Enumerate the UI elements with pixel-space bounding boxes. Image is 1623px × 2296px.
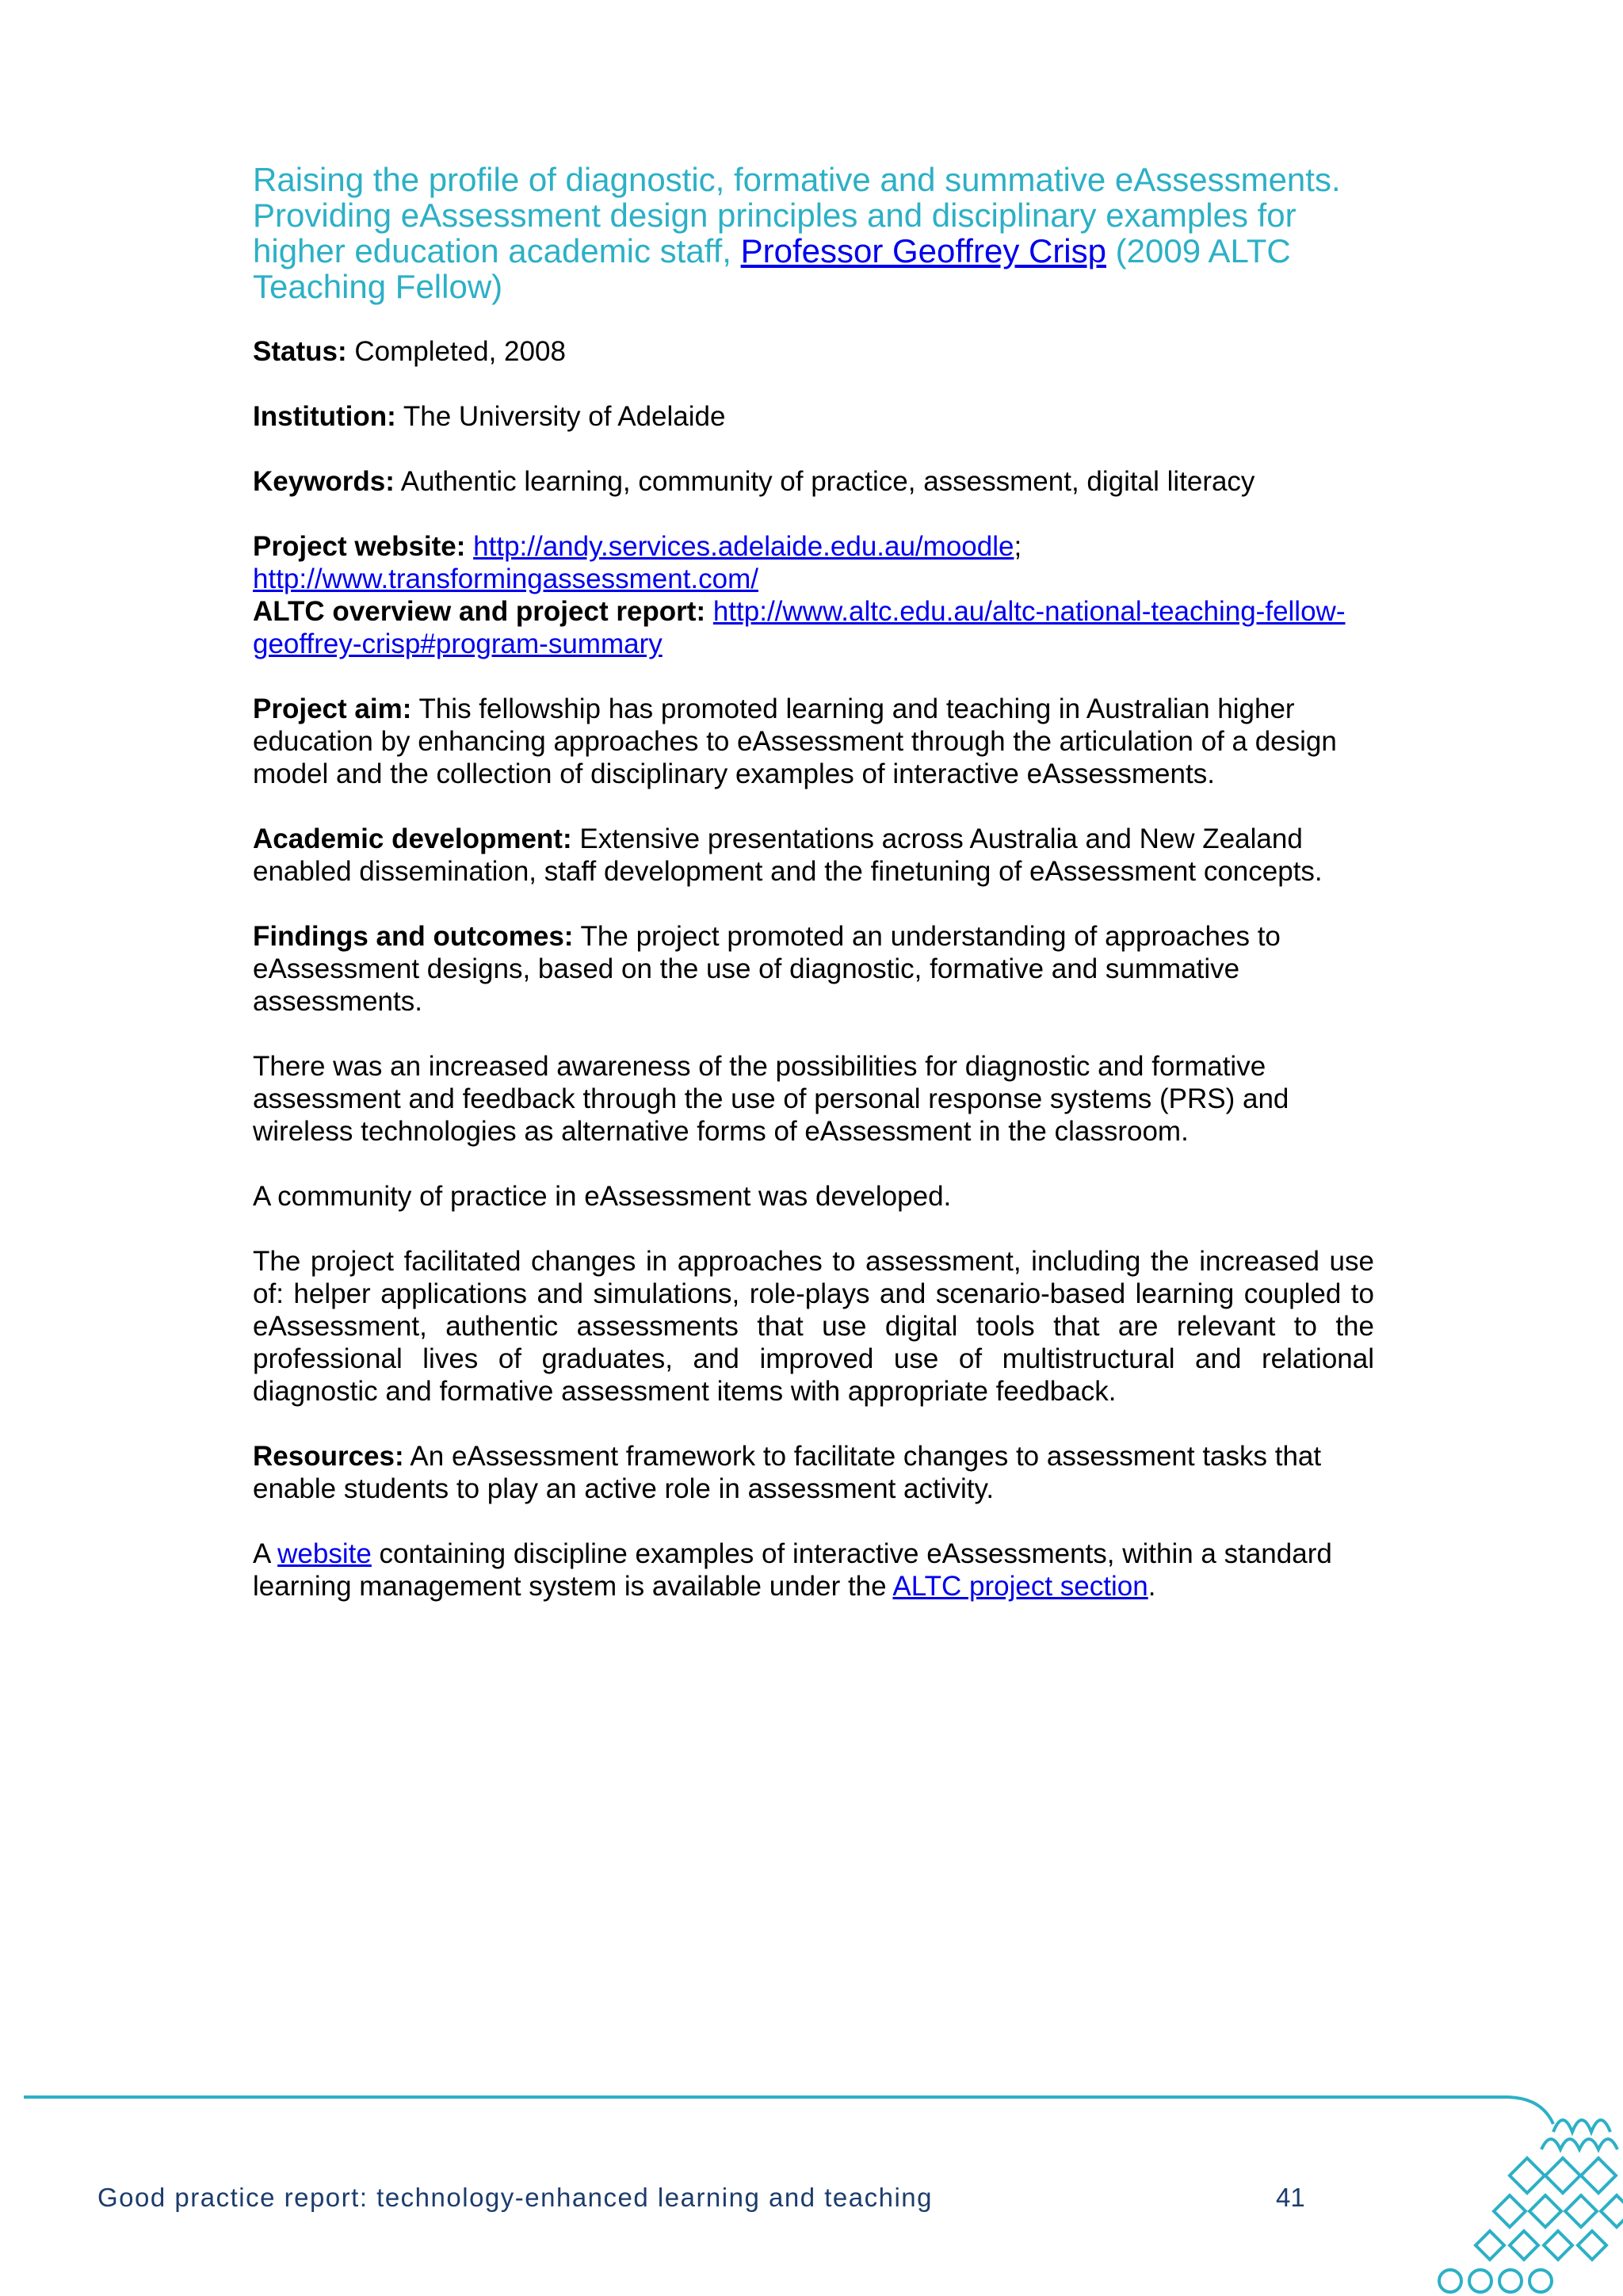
findings-text: The project promoted an understanding of approaches to eAssessment designs, based on the use of diagnostic, formative and summative assessments.	[253, 921, 1281, 1017]
resources-label: Resources:	[253, 1441, 404, 1472]
changes-paragraph: The project facilitated changes in approaches to assessment, including the increased use of: helper applications and simulations, role-plays and scenario-based learning coupled to eAssessment, authentic assessments that use digital tools that are relevant to the professional lives of graduates, and improved use of multistructural and relational diagnostic and formative assessment items with appropriate feedback.	[253, 1246, 1374, 1407]
altc-project-section-link[interactable]: ALTC project section	[892, 1571, 1148, 1602]
website-middle-text: containing discipline examples of interactive eAssessments, within a standard learning management system is available under the	[253, 1538, 1332, 1602]
keywords-label: Keywords:	[253, 466, 395, 497]
academic-development-text: Extensive presentations across Australia and New Zealand enabled dissemination, staff development and the finetuning of eAssessment concepts.	[253, 823, 1323, 887]
academic-development-label: Academic development:	[253, 823, 572, 854]
altc-overview-link[interactable]: http://www.altc.edu.au/altc-national-teaching-fellow-geoffrey-crisp#program-summary	[253, 596, 1346, 659]
footer-divider-line	[24, 2097, 1553, 2124]
keywords-value: Authentic learning, community of practice, assessment, digital literacy	[394, 466, 1255, 497]
awareness-paragraph: There was an increased awareness of the possibilities for diagnostic and formative assessment and feedback through the use of personal response systems (PRS) and wireless technologies as alternative forms of eAssessment in the classroom.	[253, 1051, 1289, 1147]
resources-text: An eAssessment framework to facilitate changes to assessment tasks that enable students to play an active role in assessment activity.	[253, 1441, 1322, 1504]
website-link[interactable]: website	[277, 1538, 372, 1569]
altc-overview-label: ALTC overview and project report:	[253, 596, 706, 627]
title-suffix: (2009 ALTC Teaching Fellow)	[253, 232, 1291, 305]
title-text: Raising the profile of diagnostic, formative and summative eAssessments. Providing eAssessment design principles and disciplinary examples for higher education academic staff,	[253, 161, 1341, 269]
findings-label: Findings and outcomes:	[253, 921, 574, 952]
project-aim-text: This fellowship has promoted learning and teaching in Australian higher education by enhancing approaches to eAssessment through the articulation of a design model and the collection of disciplinary examples of interactive eAssessments.	[253, 693, 1337, 789]
footer-report-title: Good practice report: technology-enhanced learning and teaching	[97, 2183, 933, 2212]
project-website-label: Project website:	[253, 531, 466, 562]
page-number: 41	[1276, 2183, 1305, 2212]
institution-value: The University of Adelaide	[395, 401, 726, 432]
link-separator: ;	[1014, 531, 1022, 562]
status-label: Status:	[253, 336, 347, 367]
website-prefix: A	[253, 1538, 278, 1569]
website-suffix: .	[1148, 1571, 1156, 1602]
transforming-assessment-link[interactable]: http://www.transformingassessment.com/	[253, 563, 758, 594]
wave-logo-icon	[1439, 2120, 1623, 2292]
community-paragraph: A community of practice in eAssessment was developed.	[253, 1181, 952, 1212]
project-aim-label: Project aim:	[253, 693, 412, 724]
status-value: Completed, 2008	[346, 336, 566, 367]
institution-label: Institution:	[253, 401, 396, 432]
fellow-name-link[interactable]: Professor Geoffrey Crisp	[740, 232, 1106, 269]
moodle-link[interactable]: http://andy.services.adelaide.edu.au/moodle	[473, 531, 1014, 562]
